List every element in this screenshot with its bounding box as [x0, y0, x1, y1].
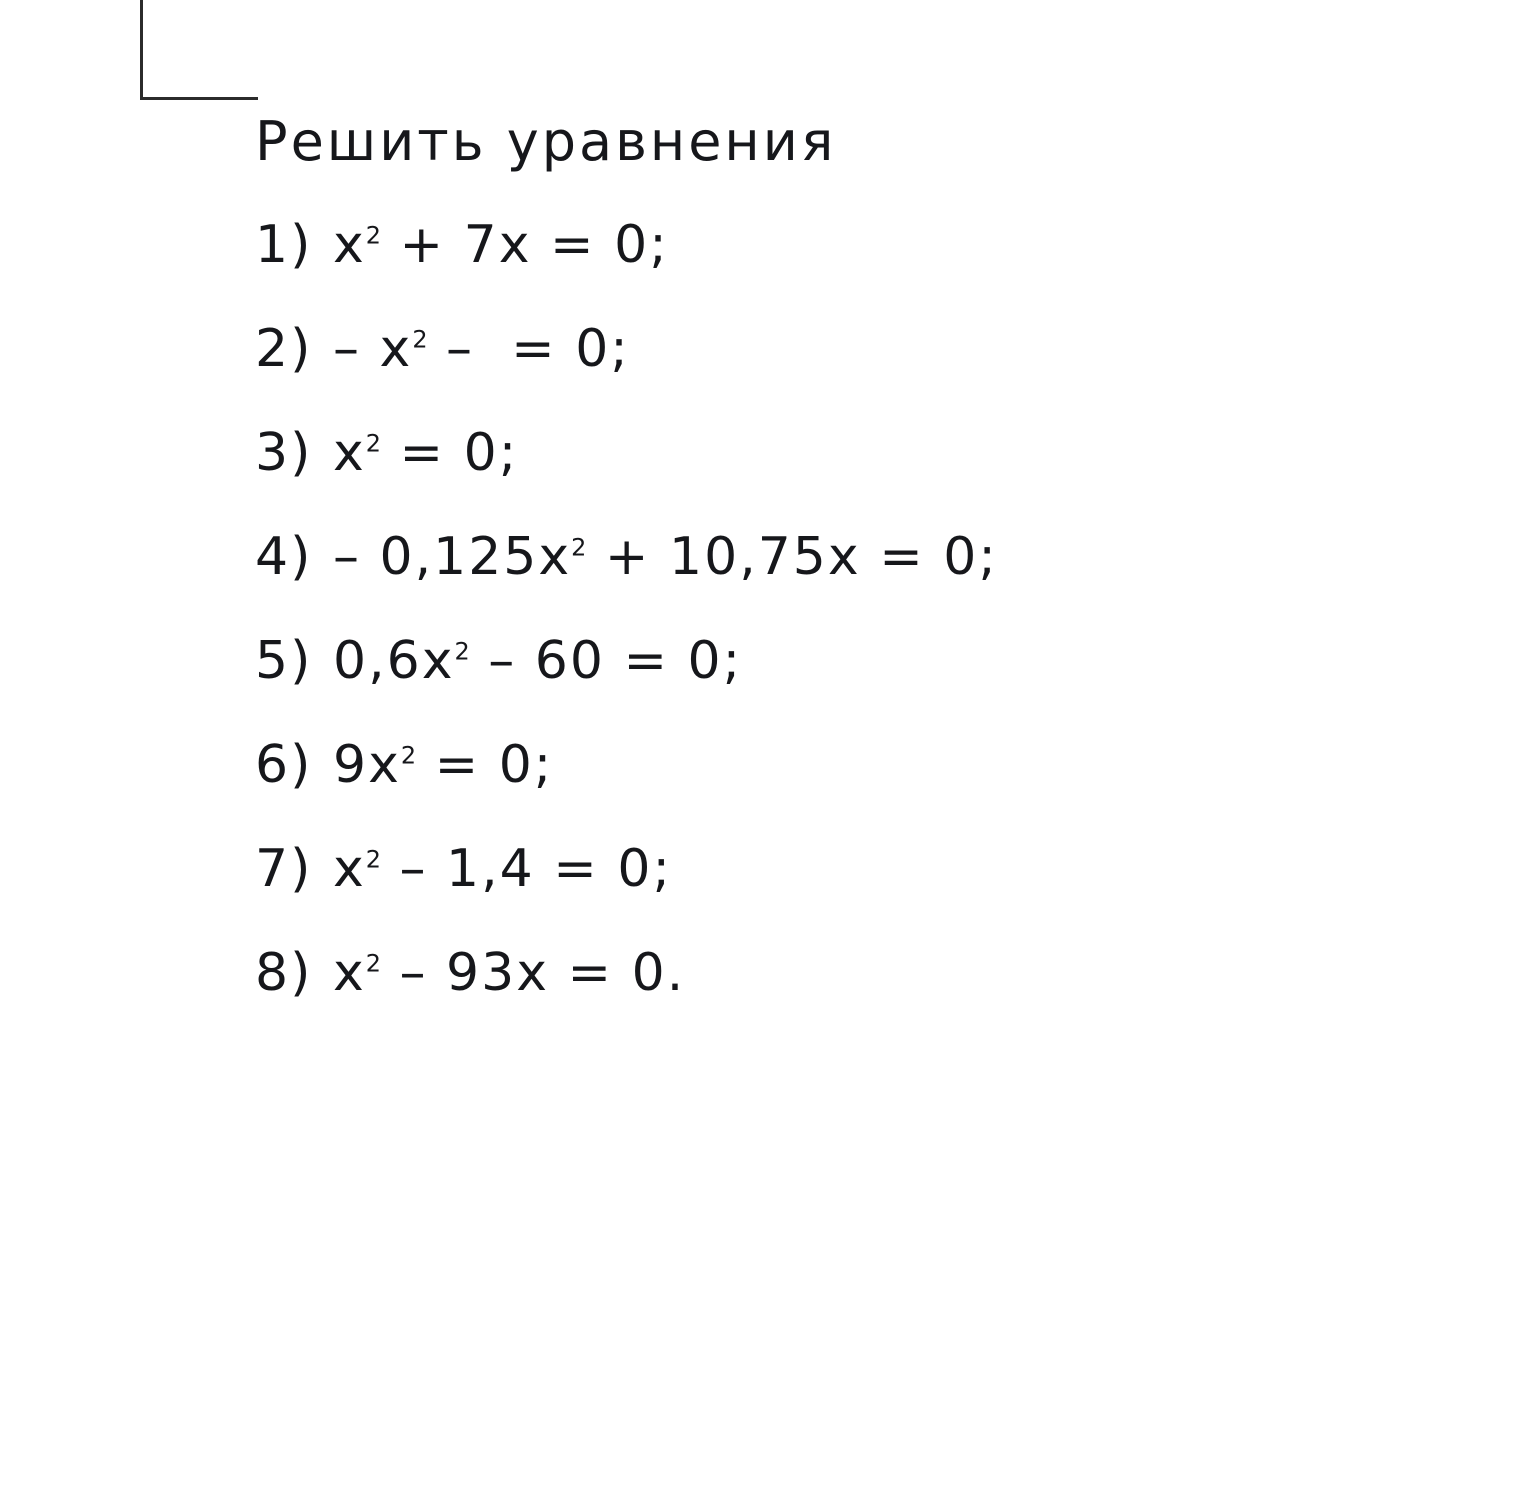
equation-base: x — [333, 215, 366, 275]
equation-base: x — [333, 943, 366, 1003]
equation-list — [255, 215, 1355, 1003]
equation-body — [333, 839, 672, 899]
equation-body — [333, 319, 630, 379]
page-corner-mark — [140, 0, 258, 100]
equation-body — [333, 423, 518, 483]
list-item — [255, 215, 1355, 275]
list-item — [255, 423, 1355, 483]
equation-base: – 0,125x — [333, 527, 572, 587]
equation-rest: – 60 = 0; — [469, 631, 743, 691]
equation-number: 2) — [255, 319, 313, 379]
list-item — [255, 527, 1355, 587]
equation-number: 1) — [255, 215, 313, 275]
equation-rest: + 7x = 0; — [381, 215, 669, 275]
document-content — [255, 110, 1355, 1047]
equation-number: 6) — [255, 735, 313, 795]
list-item — [255, 735, 1355, 795]
equation-base: x — [333, 839, 366, 899]
list-item — [255, 943, 1355, 1003]
equation-body — [333, 215, 669, 275]
equation-rest: = 0; — [381, 423, 519, 483]
equation-body — [333, 943, 685, 1003]
equation-rest: + 10,75x = 0; — [586, 527, 998, 587]
equation-base: 9x — [333, 735, 401, 795]
equation-number: 5) — [255, 631, 313, 691]
equation-exponent: 2 — [400, 741, 417, 770]
equation-exponent: 2 — [365, 429, 381, 458]
equation-base: – x — [333, 319, 413, 379]
equation-exponent: 2 — [454, 637, 470, 666]
equation-number: 4) — [255, 527, 313, 587]
equation-exponent: 2 — [571, 533, 587, 562]
equation-rest: = 0; — [416, 735, 554, 795]
equation-rest: – = 0; — [427, 319, 630, 379]
equation-number: 7) — [255, 839, 313, 899]
equation-body — [333, 735, 553, 795]
equation-exponent: 2 — [365, 845, 381, 874]
list-item — [255, 839, 1355, 899]
equation-number: 3) — [255, 423, 313, 483]
equation-body — [333, 631, 742, 691]
equation-exponent: 2 — [365, 949, 381, 978]
equation-number: 8) — [255, 943, 313, 1003]
equation-exponent: 2 — [365, 221, 381, 250]
equation-body — [333, 527, 998, 587]
list-item — [255, 631, 1355, 691]
page-title: Решить уравнения — [255, 110, 837, 173]
equation-rest: – 93x = 0. — [381, 943, 686, 1003]
equation-base: 0,6x — [333, 631, 455, 691]
equation-exponent: 2 — [412, 325, 428, 354]
list-item — [255, 319, 1355, 379]
equation-base: x — [333, 423, 366, 483]
equation-rest: – 1,4 = 0; — [381, 839, 672, 899]
